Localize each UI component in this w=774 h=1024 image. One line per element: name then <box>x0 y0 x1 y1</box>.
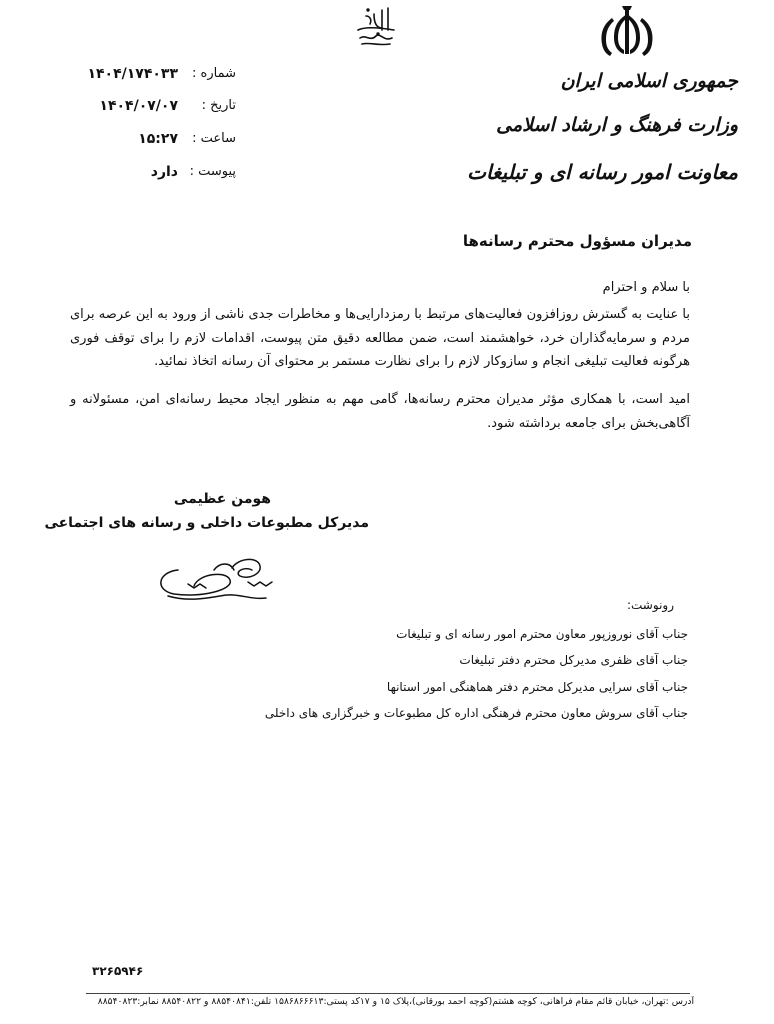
footer-divider <box>86 993 690 994</box>
meta-number <box>80 66 236 88</box>
signer-name: هومن عظیمی <box>173 491 271 507</box>
iran-emblem-icon <box>596 4 658 58</box>
letterhead-deputy: معاونت امور رسانه ای و تبلیغات <box>467 160 738 184</box>
copy-recipient: جناب آقای سروش معاون محترم فرهنگی اداره کل مطبوعات و خبرگزاری های داخلی <box>264 706 688 720</box>
body-paragraph-2: امید است، با همکاری مؤثر مدیران محترم رسانه‌ها، گامی مهم به منظور ایجاد محیط رسانه‌ای امن، مسئولانه و آگاهی‌بخش برای جامعه برداشته شود. <box>70 392 690 431</box>
handwritten-signature <box>148 540 308 610</box>
meta-attachment <box>80 164 236 186</box>
copy-recipient: جناب آقای سرایی مدیرکل محترم دفتر هماهنگی امور استانها <box>386 680 688 694</box>
meta-date-label: تاریخ : <box>201 98 236 113</box>
document-number: ۳۲۶۵۹۴۶ <box>92 964 144 978</box>
meta-number-label: شماره : <box>192 66 236 81</box>
meta-attachment-label: پیوست : <box>189 164 236 179</box>
meta-time <box>80 131 236 153</box>
meta-time-value: ۱۵:۲۷ <box>138 131 178 147</box>
signer-title: مدیرکل مطبوعات داخلی و رسانه های اجتماعی <box>44 515 369 531</box>
letterhead-ministry: وزارت فرهنگ و ارشاد اسلامی <box>496 114 738 136</box>
greeting: با سلام و احترام <box>602 280 690 295</box>
invocation-calligraphy <box>352 4 398 48</box>
footer-address: آدرس :تهران، خیابان قائم مقام فراهانی، کوچه هشتم(کوچه احمد بورقانی)،پلاک ۱۵ و ۱۷کد پستی:۱۵۸۶۸۶۶۶۱۳ تلفن:۸۸۵۴۰۸۴۱ و ۸۸۵۴۰۸۲۲ نمابر:۸۸۵۴۰۸۲۳ <box>97 996 694 1007</box>
meta-date <box>80 98 236 120</box>
copies-title: رونوشت: <box>626 598 674 612</box>
copy-recipient: جناب آقای نوروزپور معاون محترم امور رسانه ای و تبلیغات <box>396 627 688 641</box>
copy-recipient: جناب آقای ظفری مدیرکل محترم دفتر تبلیغات <box>459 653 688 667</box>
meta-attachment-value: دارد <box>150 164 178 180</box>
body-paragraph-1: با عنایت به گسترش روزافزون فعالیت‌های مرتبط با رمزدارایی‌ها و مخاطرات جدی ناشی از ورود به این عرصه برای مردم و سرمایه‌گذاران خرد، خواهشمند است، ضمن مطالعه دقیق متن پیوست، اقدامات لازم را برای توقف فوری هرگونه فعالیت تبلیغی انجام و سازوکار لازم را برای نظارت مستمر بر محتوای آن رسانه اتخاذ نمائید. <box>70 307 690 369</box>
letterhead-country: جمهوری اسلامی ایران <box>560 70 738 92</box>
recipient: مدیران مسؤول محترم رسانه‌ها <box>462 232 692 250</box>
meta-date-value: ۱۴۰۴/۰۷/۰۷ <box>99 98 178 114</box>
meta-time-label: ساعت : <box>192 131 236 146</box>
meta-number-value: ۱۴۰۴/۱۷۴۰۳۳ <box>87 66 178 82</box>
